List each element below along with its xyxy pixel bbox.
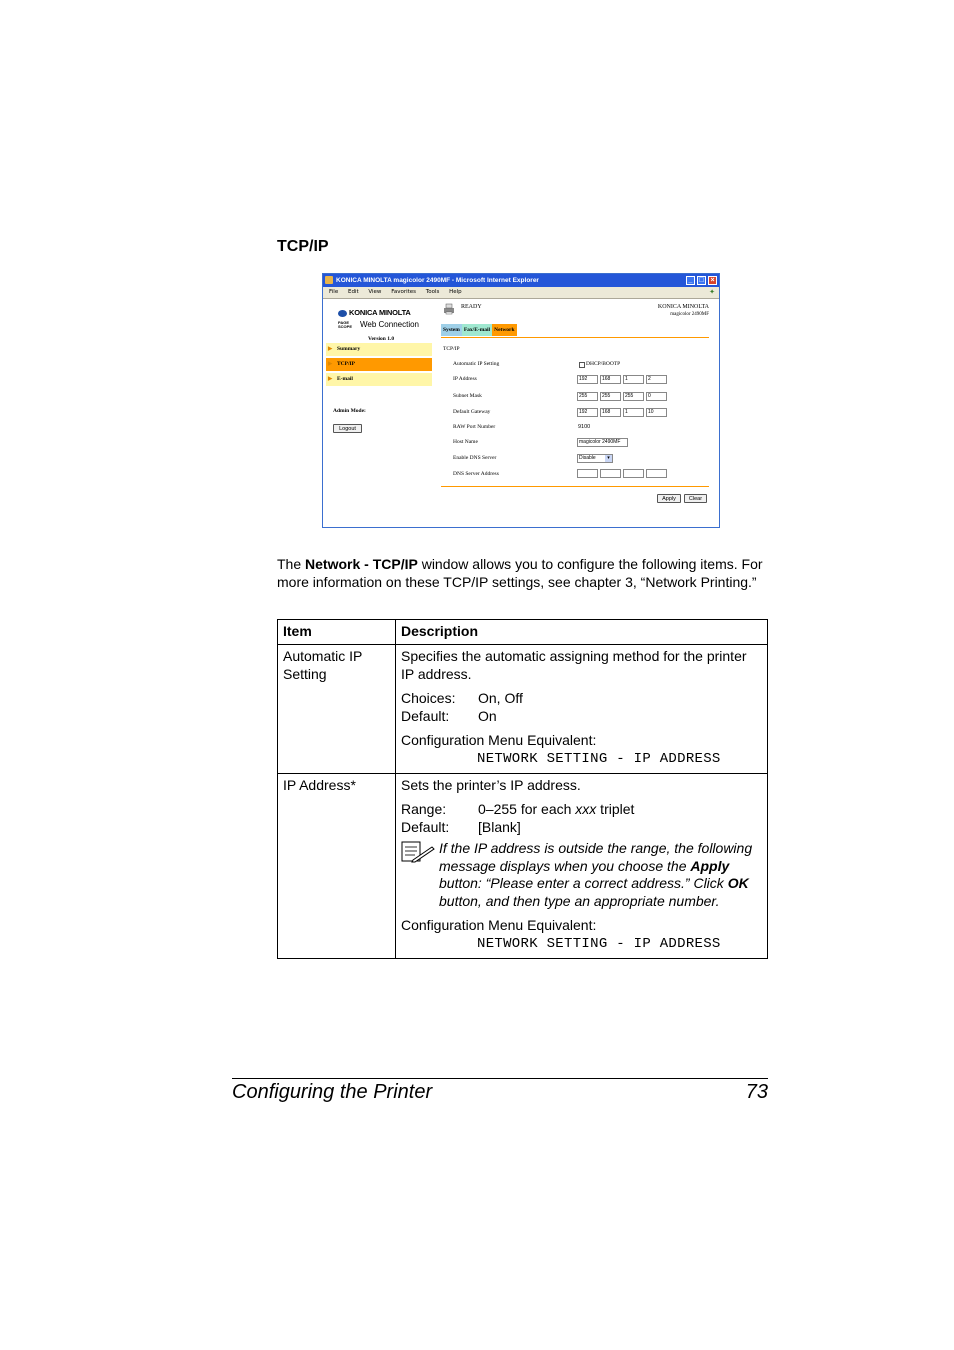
section-title: TCP/IP bbox=[443, 346, 460, 352]
ip-octet-1[interactable]: 192 bbox=[577, 375, 598, 384]
web-connection-label: Web Connection bbox=[360, 320, 419, 329]
gateway-octet-2[interactable]: 168 bbox=[600, 408, 621, 417]
minimize-icon[interactable]: _ bbox=[686, 276, 695, 285]
menu-tools[interactable]: Tools bbox=[425, 289, 440, 295]
gateway-label: Default Gateway bbox=[453, 409, 491, 415]
note-block bbox=[401, 840, 763, 910]
gateway-octet-1[interactable]: 192 bbox=[577, 408, 598, 417]
sidebar bbox=[326, 300, 434, 525]
item-cell: Automatic IP Setting bbox=[278, 645, 396, 774]
nav-tcpip[interactable]: ▶ TCP/IP bbox=[326, 358, 432, 371]
raw-port-value: 9100 bbox=[578, 424, 591, 430]
subnet-octet-4[interactable]: 0 bbox=[646, 392, 667, 401]
menu-bar bbox=[323, 287, 719, 299]
window-title: KONICA MINOLTA magicolor 2490MF - Microsoft Internet Explorer bbox=[336, 277, 539, 284]
nav-email[interactable]: ▶ E-mail bbox=[326, 373, 432, 386]
logout-button[interactable]: Logout bbox=[333, 424, 362, 433]
subnet-octet-1[interactable]: 255 bbox=[577, 392, 598, 401]
tab-network[interactable]: Network bbox=[492, 324, 516, 336]
host-name-label: Host Name bbox=[453, 439, 478, 445]
page-number: 73 bbox=[745, 1081, 768, 1103]
table-row bbox=[278, 645, 768, 774]
subnet-octet-3[interactable]: 255 bbox=[623, 392, 644, 401]
section-heading: TCP/IP bbox=[277, 238, 329, 255]
menu-file[interactable]: File bbox=[329, 289, 339, 295]
pagescope-mark: PAGE SCOPE bbox=[338, 319, 353, 329]
header-description: Description bbox=[396, 620, 768, 645]
menu-help[interactable]: Help bbox=[449, 289, 462, 295]
gateway-octet-4[interactable]: 10 bbox=[646, 408, 667, 417]
ie-icon bbox=[325, 276, 333, 284]
ip-octet-4[interactable]: 2 bbox=[646, 375, 667, 384]
printer-icon bbox=[443, 303, 455, 315]
menu-favorites[interactable]: Favorites bbox=[391, 289, 417, 295]
description-cell: Specifies the automatic assigning method for the printer IP address. Choices: On, Off Default: On Configuration Menu Equivalent: NETWORK SETTING - IP ADDRESS bbox=[396, 645, 768, 774]
intro-paragraph: The Network - TCP/IP window allows you to configure the following items. For more information on these TCP/IP settings, see chapter 3, “Network Printing.” bbox=[277, 556, 763, 590]
dns-octet-2[interactable] bbox=[600, 469, 621, 478]
tab-fax-email[interactable]: Fax/E-mail bbox=[462, 324, 492, 336]
note-text: If the IP address is outside the range, the following message displays when you choose the Apply button: “Please enter a correct address.” Click OK button, and then type an appropriate number. bbox=[439, 840, 753, 909]
maximize-icon[interactable]: □ bbox=[697, 276, 706, 285]
arrow-icon: ▶ bbox=[328, 361, 333, 367]
subnet-label: Subnet Mask bbox=[453, 393, 482, 399]
admin-mode-label: Admin Mode: bbox=[333, 408, 366, 414]
config-menu-path: NETWORK SETTING - IP ADDRESS bbox=[477, 935, 721, 952]
ip-octet-3[interactable]: 1 bbox=[623, 375, 644, 384]
raw-port-label: RAW Port Number bbox=[453, 424, 496, 430]
dns-enable-label: Enable DNS Server bbox=[453, 455, 497, 461]
ip-octet-2[interactable]: 168 bbox=[600, 375, 621, 384]
dns-address-label: DNS Server Address bbox=[453, 471, 499, 477]
close-icon[interactable]: × bbox=[708, 276, 717, 285]
tab-divider bbox=[441, 337, 709, 338]
tab-bar bbox=[441, 324, 517, 336]
device-brand: KONICA MINOLTA magicolor 2490MF bbox=[657, 304, 709, 317]
form-divider bbox=[441, 486, 709, 487]
item-cell: IP Address* bbox=[278, 773, 396, 958]
subnet-octet-2[interactable]: 255 bbox=[600, 392, 621, 401]
ip-address-label: IP Address bbox=[453, 376, 477, 382]
table-header-row bbox=[278, 620, 768, 645]
dhcp-label: DHCP/BOOTP bbox=[586, 361, 621, 367]
host-name-input[interactable]: magicolor 2490MF bbox=[577, 438, 628, 447]
browser-screenshot bbox=[322, 273, 720, 528]
konica-globe-icon bbox=[338, 310, 347, 317]
apply-button[interactable]: Apply bbox=[657, 494, 681, 503]
konica-logo: KONICA MINOLTA bbox=[338, 308, 411, 317]
pagescope-logo bbox=[338, 320, 419, 329]
dns-octet-1[interactable] bbox=[577, 469, 598, 478]
menu-view[interactable]: View bbox=[368, 289, 382, 295]
chevron-down-icon: ▾ bbox=[605, 455, 612, 462]
window-titlebar bbox=[323, 274, 719, 287]
clear-button[interactable]: Clear bbox=[684, 494, 707, 503]
settings-table bbox=[277, 619, 768, 959]
dns-octet-4[interactable] bbox=[646, 469, 667, 478]
main-panel bbox=[441, 300, 713, 525]
gateway-octet-3[interactable]: 1 bbox=[623, 408, 644, 417]
config-menu-path: NETWORK SETTING - IP ADDRESS bbox=[477, 750, 721, 767]
device-model: magicolor 2490MF bbox=[670, 312, 709, 317]
dhcp-checkbox[interactable] bbox=[579, 362, 585, 368]
footer-rule bbox=[232, 1078, 768, 1079]
arrow-icon: ▶ bbox=[328, 346, 333, 352]
description-cell: Sets the printer’s IP address. Range: 0–255 for each xxx triplet Default: [Blank] If the IP address is outside the range, the following message displays when you choose the Apply button: “Please enter a correct address.” Click OK button, and then type an appropriate number. Configuration Menu Equivalent: NETWORK SETTING - IP ADDRESS bbox=[396, 773, 768, 958]
header-item: Item bbox=[278, 620, 396, 645]
footer-title: Configuring the Printer bbox=[232, 1081, 433, 1103]
table-row bbox=[278, 773, 768, 958]
nav-summary[interactable]: ▶ Summary bbox=[326, 343, 432, 356]
dns-enable-select[interactable]: Disable ▾ bbox=[577, 454, 613, 463]
window-name: Network - TCP/IP bbox=[305, 556, 418, 572]
note-pencil-icon bbox=[401, 840, 439, 910]
status-text: READY bbox=[461, 304, 482, 310]
arrow-icon: ▶ bbox=[328, 376, 333, 382]
dns-octet-3[interactable] bbox=[623, 469, 644, 478]
auto-ip-label: Automatic IP Setting bbox=[453, 361, 500, 367]
version-label: Version 1.0 bbox=[368, 336, 395, 342]
windows-logo-icon: ✦ bbox=[709, 288, 715, 296]
menu-edit[interactable]: Edit bbox=[347, 289, 359, 295]
tab-system[interactable]: System bbox=[441, 324, 462, 336]
